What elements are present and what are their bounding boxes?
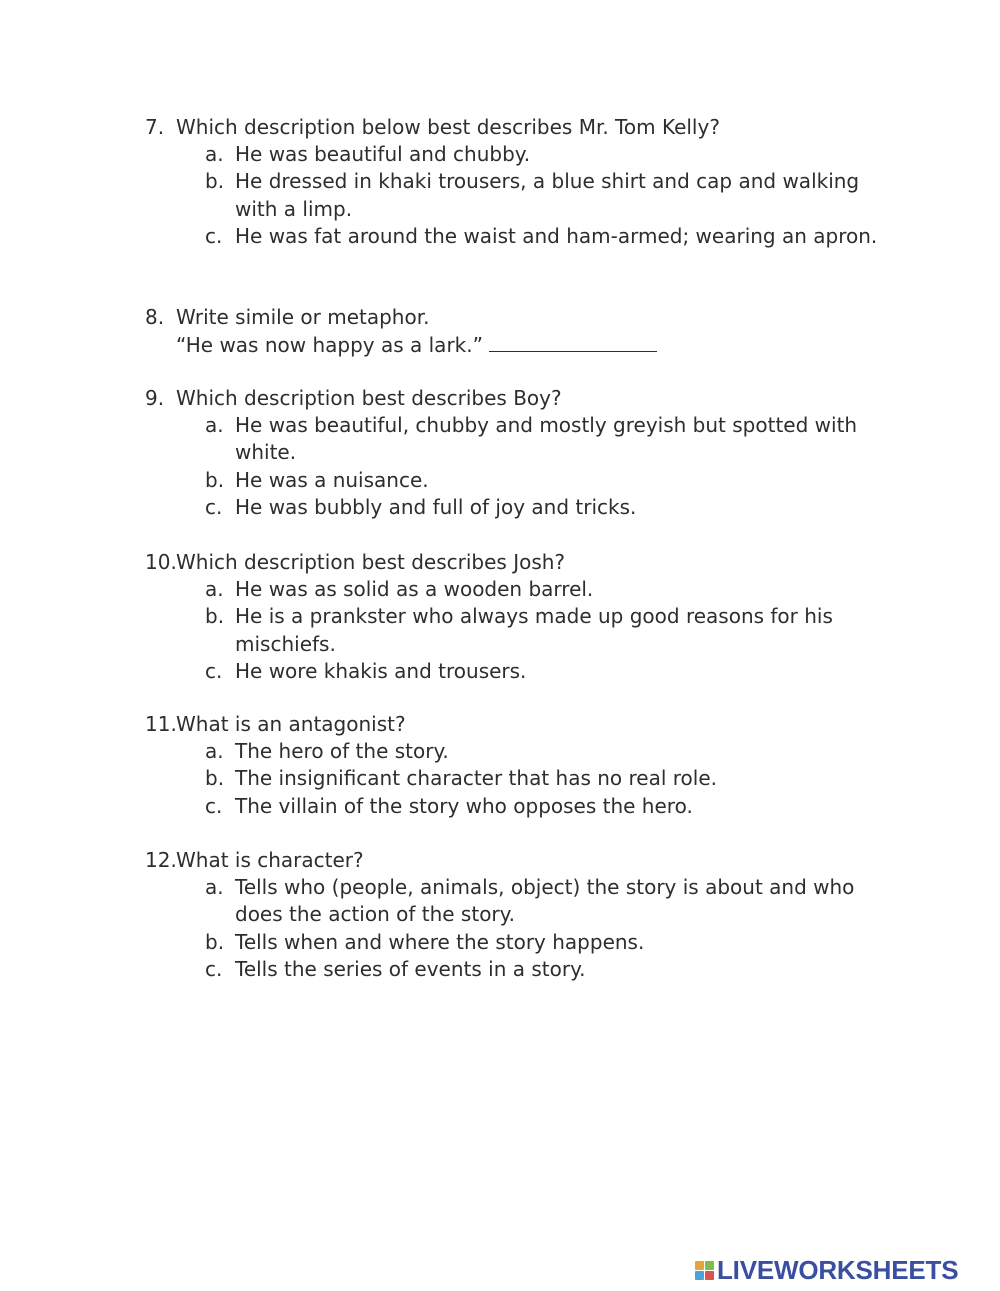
option-b <box>145 467 885 494</box>
question-9 <box>145 385 885 521</box>
question-10 <box>145 549 885 685</box>
option-letter: c. <box>205 223 223 248</box>
option-letter: c. <box>205 956 223 981</box>
question-8 <box>145 304 885 359</box>
option-a <box>145 576 885 603</box>
option-b <box>145 765 885 792</box>
option-text: Tells when and where the story happens. <box>235 929 645 954</box>
option-text: He was beautiful and chubby. <box>235 142 531 167</box>
question-11 <box>145 711 885 820</box>
option-text: He was as solid as a wooden barrel. <box>235 577 594 602</box>
option-letter: a. <box>205 577 224 602</box>
option-text: The insignificant character that has no real role. <box>235 766 717 791</box>
option-b <box>145 929 885 956</box>
option-text: The villain of the story who opposes the hero. <box>235 793 693 818</box>
question-number: 12. <box>145 848 177 872</box>
option-text: He was fat around the waist and ham-armed; wearing an apron. <box>235 223 878 248</box>
option-letter: a. <box>205 875 224 900</box>
question-number: 7. <box>145 115 165 139</box>
option-letter: a. <box>205 142 224 167</box>
option-a <box>145 874 885 928</box>
option-text: He is a prankster who always made up good reasons for his mischiefs. <box>235 604 833 656</box>
logo-block <box>695 1271 704 1280</box>
option-c <box>145 658 885 685</box>
option-letter: b. <box>205 467 225 492</box>
option-a <box>145 141 885 168</box>
option-c <box>145 494 885 521</box>
option-text: The hero of the story. <box>235 739 449 764</box>
question-number: 9. <box>145 386 165 410</box>
option-letter: b. <box>205 604 225 629</box>
question-number: 8. <box>145 305 165 329</box>
logo-block <box>705 1271 714 1280</box>
option-text: He was beautiful, chubby and mostly greyish but spotted with white. <box>235 413 858 465</box>
option-a <box>145 412 885 466</box>
option-letter: b. <box>205 929 225 954</box>
option-letter: c. <box>205 494 223 519</box>
logo-block <box>695 1261 704 1270</box>
question-text: Which description below best describes Mr. Tom Kelly? <box>176 115 720 139</box>
option-b <box>145 168 885 222</box>
option-letter: a. <box>205 413 224 438</box>
logo-block <box>705 1261 714 1270</box>
option-letter: c. <box>205 658 223 683</box>
option-letter: b. <box>205 169 225 194</box>
option-text: He dressed in khaki trousers, a blue shirt and cap and walking with a limp. <box>235 169 860 221</box>
option-text: He was bubbly and full of joy and tricks. <box>235 494 637 519</box>
option-c <box>145 793 885 820</box>
option-text: He was a nuisance. <box>235 467 429 492</box>
question-text: Which description best describes Josh? <box>176 550 566 574</box>
quote-text: “He was now happy as a lark.” <box>176 333 483 358</box>
option-c <box>145 223 885 250</box>
option-letter: a. <box>205 739 224 764</box>
option-c <box>145 956 885 983</box>
logo-text: LIVEWORKSHEETS <box>717 1255 959 1285</box>
question-text: Write simile or metaphor. <box>176 305 430 329</box>
answer-blank[interactable] <box>489 331 657 352</box>
liveworksheets-logo <box>695 1255 958 1285</box>
question-12 <box>145 847 885 983</box>
question-text: What is character? <box>176 848 364 872</box>
option-text: He wore khakis and trousers. <box>235 658 527 683</box>
option-text: Tells the series of events in a story. <box>235 956 586 981</box>
option-text: Tells who (people, animals, object) the story is about and who does the action of the story. <box>235 875 855 927</box>
option-a <box>145 738 885 765</box>
question-text: Which description best describes Boy? <box>176 386 562 410</box>
question-7 <box>145 114 885 250</box>
question-number: 11. <box>145 712 177 736</box>
option-b <box>145 603 885 657</box>
option-letter: b. <box>205 766 225 791</box>
option-letter: c. <box>205 793 223 818</box>
question-number: 10. <box>145 550 177 574</box>
question-text: What is an antagonist? <box>176 712 406 736</box>
logo-blocks-icon <box>695 1261 714 1280</box>
